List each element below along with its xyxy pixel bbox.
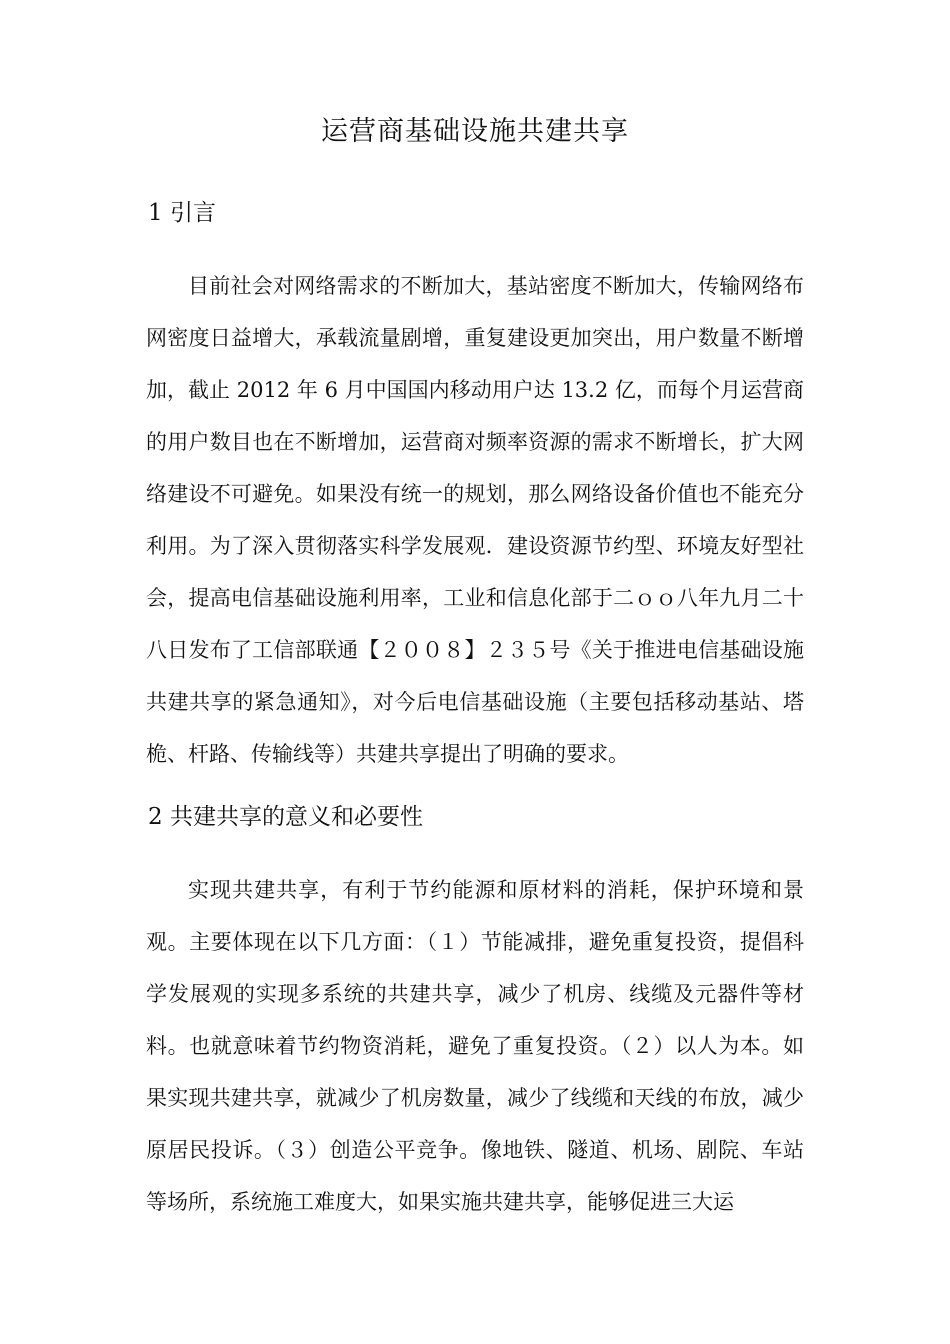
section-paragraph-significance: 实现共建共享，有利于节约能源和原材料的消耗，保护环境和景观。主要体现在以下几方面：（１）节能减排，避免重复投资，提倡科学发展观的实现多系统的共建共享，减少了机房、线缆及元器件等材料。也就意味着节约物资消耗，避免了重复投资。（２）以人为本。如果实现共建共享，就减少了机房数量，减少了线缆和天线的布放，减少原居民投诉。（３）创造公平竞争。像地铁、隧道、机场、剧院、车站等场所，系统施工难度大，如果实施共建共享，能够促进三大运 — [146, 878, 804, 1214]
section-paragraph-introduction: 目前社会对网络需求的不断加大，基站密度不断加大，传输网络布网密度日益增大，承载流量剧增，重复建设更加突出，用户数量不断增加，截止 2012 年 6 月中国国内移动用户达 13.2 亿，而每个月运营商的用户数目也在不断增加，运营商对频率资源的需求不断增长，扩大网络建设不可避免。如果没有统一的规划，那么网络设备价值也不能充分利用。为了深入贯彻落实科学发展观．建设资源节约型、环境友好型社会，提高电信基础设施利用率，工业和信息化部于二ｏｏ八年九月二十八日发布了工信部联通【２００８】２３５号《关于推进电信基础设施共建共享的紧急通知》，对今后电信基础设施（主要包括移动基站、塔桅、杆路、传输线等）共建共享提出了明确的要求。 — [146, 274, 804, 766]
section-heading-introduction: 1 引言 — [148, 200, 216, 226]
section-heading-significance: 2 共建共享的意义和必要性 — [148, 804, 423, 830]
document-title: 运营商基础设施共建共享 — [321, 116, 629, 147]
